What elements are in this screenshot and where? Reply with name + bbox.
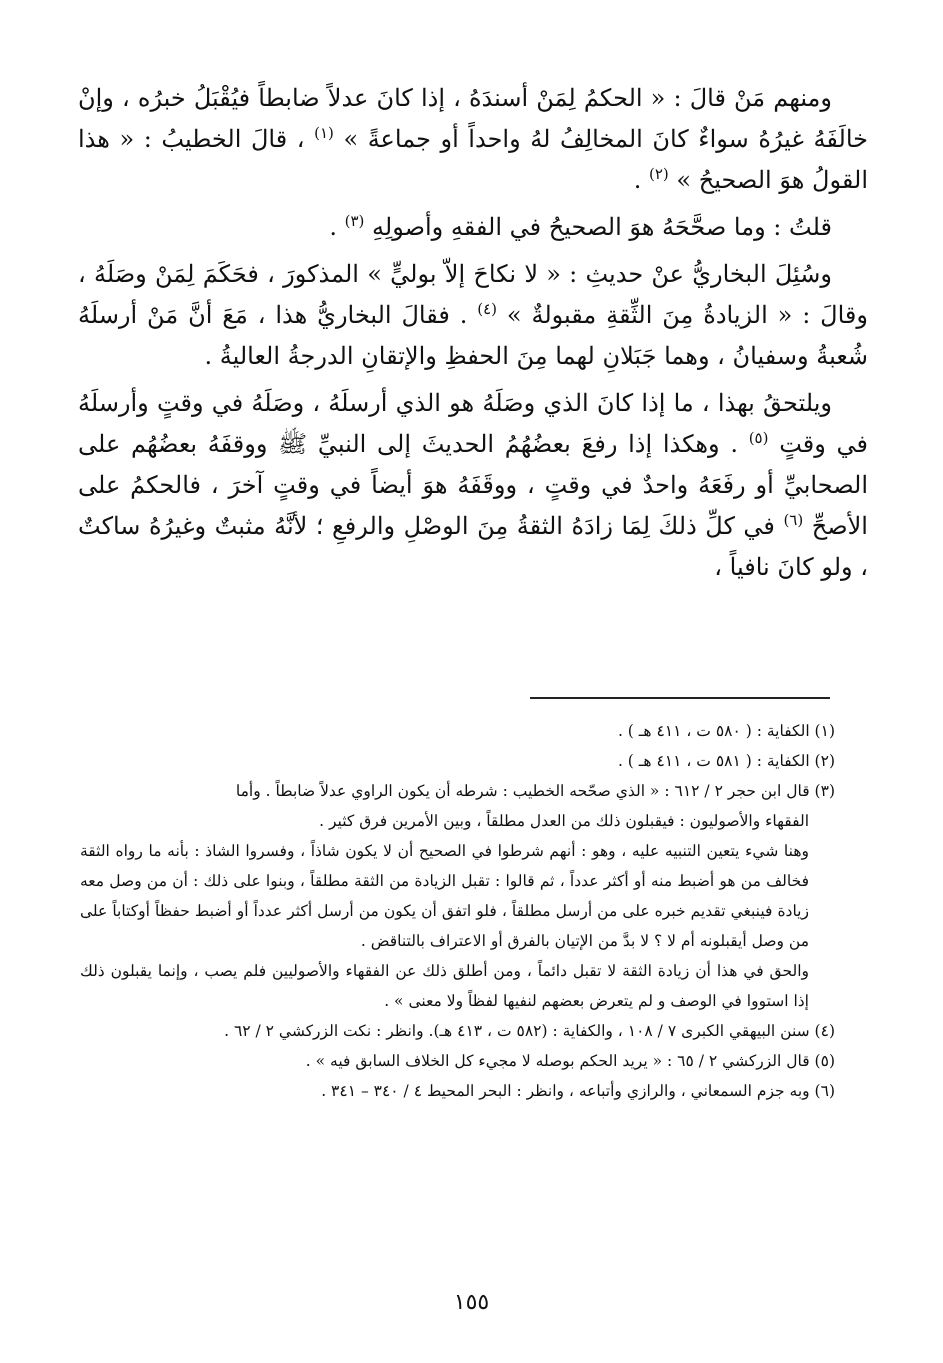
p3-text: وسُئِلَ البخاريُّ عنْ حديثِ : « لا نكاحَ إلاّ بوليٍّ » المذكورَ ، فحَكَمَ لِمَنْ وصَلَهُ ، وقالَ : « الزيادةُ مِنَ الثِّقةِ مقبولةٌ » — [78, 260, 868, 329]
footnotes — [80, 716, 835, 1106]
p4-text: ويلتحقُ بهذا ، ما إذا كانَ الذي وصَلَهُ هو الذي أرسلَهُ ، وصَلَهُ في وقتٍ وأرسلَهُ في وقتٍ — [78, 389, 869, 458]
p4-tail: في كلِّ ذلكَ لِمَا زادَهُ الثقةُ مِنَ الوصْلِ والرفعِ ؛ لأنَّهُ مثبتٌ وغيرُهُ ساكتٌ ، ولو كانَ نافياً ، — [78, 512, 868, 581]
page-number: ١٥٥ — [453, 1290, 490, 1315]
main-paragraph-4 — [78, 383, 868, 588]
p3-continuation: . فقالَ البخاريُّ هذا ، مَعَ أنَّ مَنْ أرسلَهُ شُعبةُ وسفيانُ ، وهما جَبَلانِ لهما مِنَ الحفظِ والإتقانِ الدرجةُ العاليةُ . — [78, 301, 868, 370]
footnote-ref-5[interactable]: (٥) — [748, 429, 769, 447]
footnote-ref-4[interactable]: (٤) — [477, 300, 498, 318]
footnote-ref-1[interactable]: (١) — [314, 124, 334, 142]
footnote-1: (١) الكفاية : ( ٥٨٠ ت ، ٤١١ هـ ) . — [617, 722, 835, 740]
p4-continuation: . وهكذا إذا رفعَ بعضُهُمُ الحديثَ إلى النبيِّ ﷺ ووقفَهُ بعضُهُم على الصحابيِّ أو رفَعَهُ واحدٌ في وقتٍ ، ووقَفَهُ هوَ أيضاً في وقتٍ آخرَ ، فالحكمُ على الأصحِّ — [78, 430, 868, 540]
footnote-ref-2[interactable]: (٢) — [648, 165, 669, 183]
footnote-3-line-2: الفقهاء والأصوليون : فيقبلون ذلك من العدل مطلقاً ، وبين الأمرين فرق كثير . — [319, 812, 809, 830]
footnote-3-para-2: وهنا شيء يتعين التنبيه عليه ، وهو : أنهم شرطوا في الصحيح أن لا يكون شاذاً ، وفسروا الشاذ : بأنه ما رواه الثقة فخالف من هو أضبط منه أو أكثر عدداً ، ثم قالوا : تقبل الزيادة من الثقة مطلقاً ، وبنوا على ذلك : أن من وصل معه زيادة فينبغي تقديم خبره على من أرسل مطلقاً ، فلو اتفق أن يكون من أرسل أكثر عدداً أو أضبط حفظاً أوكتاباً على من وصل أيقبلونه أم لا ؟ لا بدَّ من الإتيان بالفرق أو الاعتراف بالتناقض . — [80, 842, 809, 950]
footnote-3-para-3: والحق في هذا أن زيادة الثقة لا تقبل دائماً ، ومن أطلق ذلك عن الفقهاء والأصوليين فلم يصب ، وإنما يقبلون ذلك إذا استووا في الوصف و لم يتعرض بعضهم لنفيها لفظاً ولا معنى » . — [80, 962, 809, 1010]
footnote-4: (٤) سنن البيهقي الكبرى ٧ / ١٠٨ ، والكفاية : (٥٨٢ ت ، ٤١٣ هـ). وانظر : نكت الزركشي ٢ / ٦٢ . — [224, 1022, 835, 1040]
footnote-2: (٢) الكفاية : ( ٥٨١ ت ، ٤١١ هـ ) . — [617, 752, 835, 770]
p1-end-dot: . — [633, 166, 642, 194]
footnote-ref-3[interactable]: (٣) — [344, 212, 365, 230]
p1-text: ومنهم مَنْ قالَ : « الحكمُ لِمَنْ أسندَهُ ، إذا كانَ عدلاً ضابطاً فيُقْبَلُ خبرُه ، وإنْ خالَفَهُ غيرُهُ سواءٌ كانَ المخالِفُ لهُ واحداً أو جماعةً » — [78, 84, 868, 153]
p1-continuation: ، قالَ الخطيبُ : « هذا القولُ هوَ الصحيحُ » — [78, 125, 868, 194]
main-paragraph-2 — [78, 207, 868, 248]
footnote-3: (٣) قال ابن حجر ٢ / ٦١٢ : « الذي صحّحه الخطيب : شرطه أن يكون الراوي عدلاً ضابطاً . وأما — [235, 782, 835, 800]
footnote-ref-6[interactable]: (٦) — [783, 511, 804, 529]
main-paragraph-1 — [78, 78, 868, 201]
p2-text: قلتُ : وما صحَّحَهُ هوَ الصحيحُ في الفقهِ وأصولِهِ — [372, 213, 832, 241]
main-text — [78, 78, 868, 588]
footnote-6: (٦) وبه جزم السمعاني ، والرازي وأتباعه ، وانظر : البحر المحيط ٤ / ٣٤٠ – ٣٤١ . — [321, 1082, 835, 1100]
footnote-5: (٥) قال الزركشي ٢ / ٦٥ : « يريد الحكم بوصله لا مجيء كل الخلاف السابق فيه » . — [305, 1052, 835, 1070]
footnote-separator — [530, 697, 830, 699]
main-paragraph-3 — [78, 254, 868, 377]
p2-end-dot: . — [329, 213, 337, 241]
